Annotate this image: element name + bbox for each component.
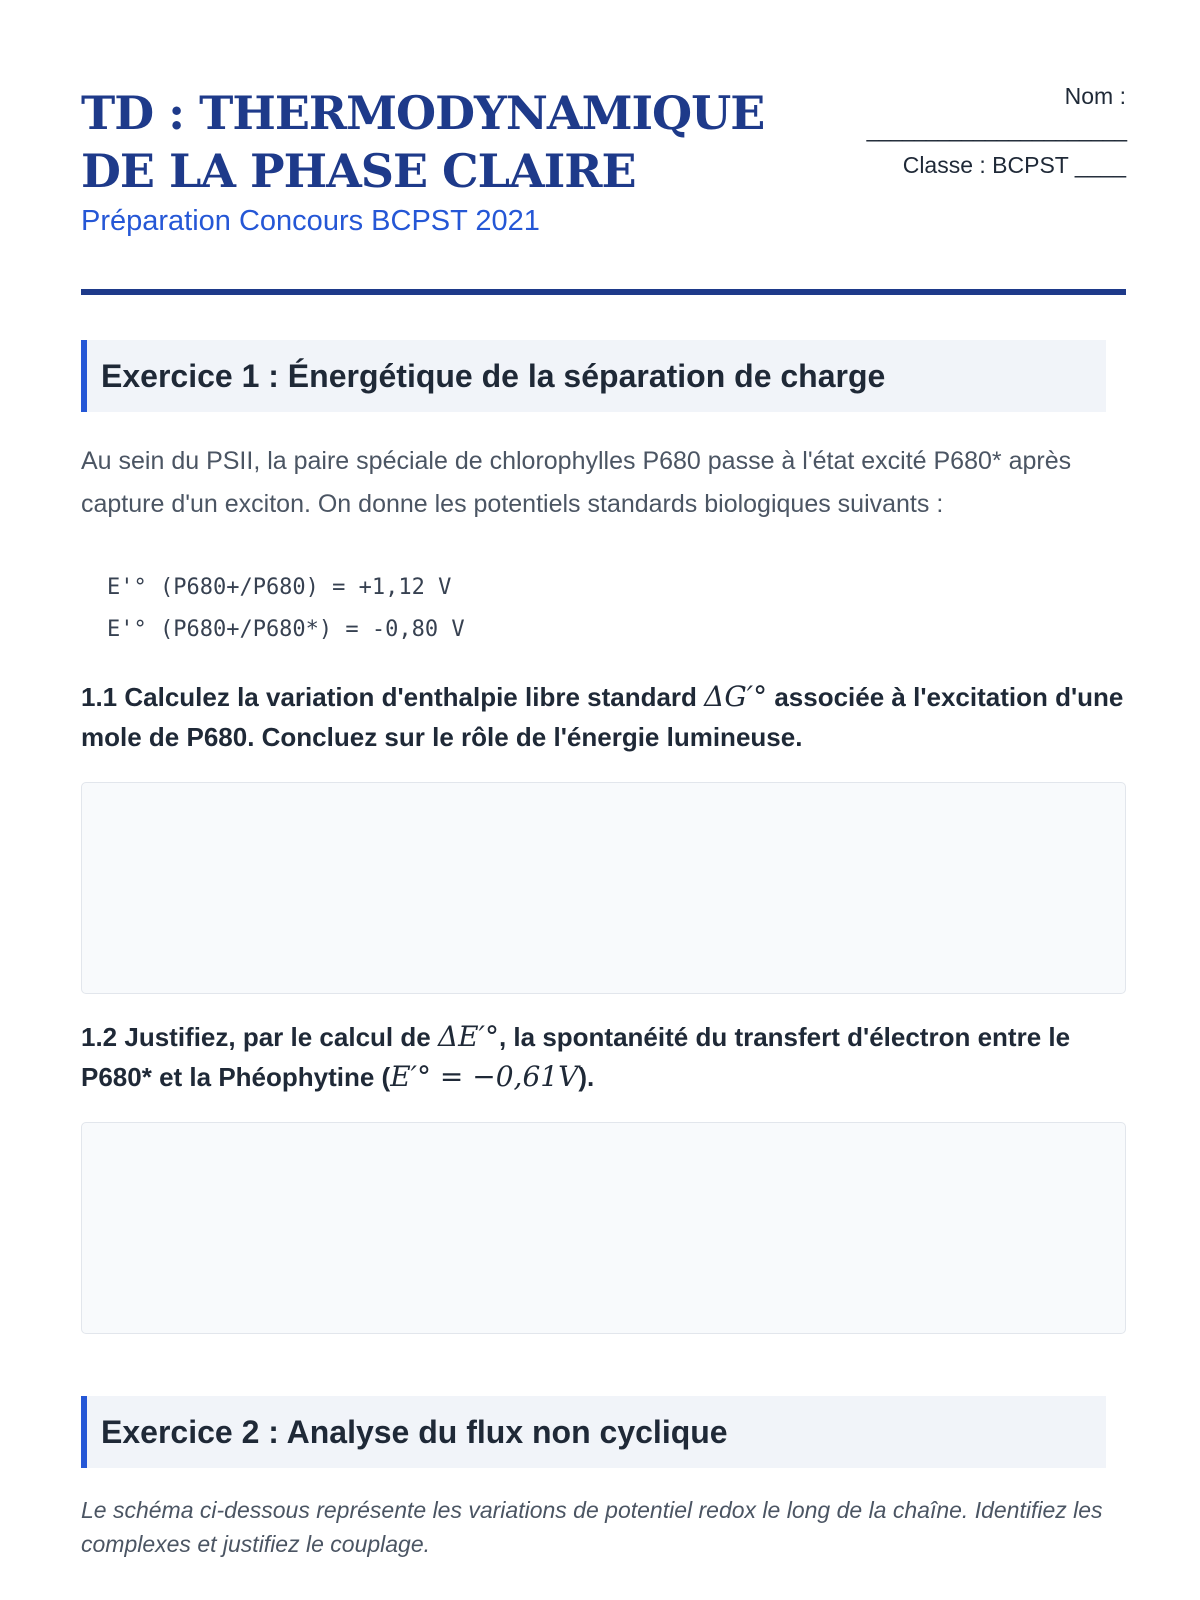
question-1-1-math: ΔG′° <box>704 680 768 713</box>
exercise-1-title: Exercice 1 : Énergétique de la séparation de charge <box>81 340 1106 412</box>
question-1-2-middle: , la spontanéité du transfert d'électron entre le P680* et la Phéophytine ( <box>81 1022 1071 1092</box>
exercise-1-intro: Au sein du PSII, la paire spéciale de chlorophylles P680 passe à l'état excité P680* après capture d'un exciton. On donne les potentiels standards biologiques suivants : <box>81 447 1072 518</box>
student-info <box>826 82 1126 182</box>
worksheet-header <box>81 0 1126 296</box>
page-subtitle: Préparation Concours BCPST 2021 <box>81 205 540 237</box>
question-1-2-math-potential: E′° = −0,61V <box>390 1060 579 1093</box>
classe-label: Classe : BCPST ____ <box>902 152 1126 178</box>
nom-label: Nom : <box>1064 83 1126 109</box>
question-1-1-suffix: associée à l'excitation d'une mole de P680. Concluez sur le rôle de l'énergie lumineuse. <box>81 682 1124 752</box>
page-title: TD : THERMODYNAMIQUE DE LA PHASE CLAIRE <box>81 86 765 198</box>
worksheet-page <box>81 0 1126 1557</box>
question-1-2-suffix: ). <box>578 1062 595 1092</box>
potential-p680: E'° (P680+/P680) = +1,12 V <box>107 575 452 600</box>
exercise-2-intro: Le schéma ci-dessous représente les variations de potentiel redox le long de la chaîne. Identifiez les complexes et justifiez le couplage. <box>81 1497 1103 1557</box>
potential-p680-excited: E'° (P680+/P680*) = -0,80 V <box>107 617 465 642</box>
header-divider <box>81 289 1126 295</box>
question-1-1-prefix: 1.1 Calculez la variation d'enthalpie libre standard <box>81 682 705 712</box>
question-1-2-math-delta: ΔE′° <box>437 1020 499 1053</box>
nom-blank-line: ______________________ <box>866 116 1126 142</box>
answer-box-1-2[interactable] <box>81 1122 1126 1334</box>
question-1-1 <box>81 677 1126 757</box>
question-1-2-prefix: 1.2 Justifiez, par le calcul de <box>81 1022 438 1052</box>
answer-box-1-1[interactable] <box>81 782 1126 994</box>
exercise-2-title: Exercice 2 : Analyse du flux non cyclique <box>81 1396 1106 1468</box>
question-1-2 <box>81 1017 1126 1097</box>
